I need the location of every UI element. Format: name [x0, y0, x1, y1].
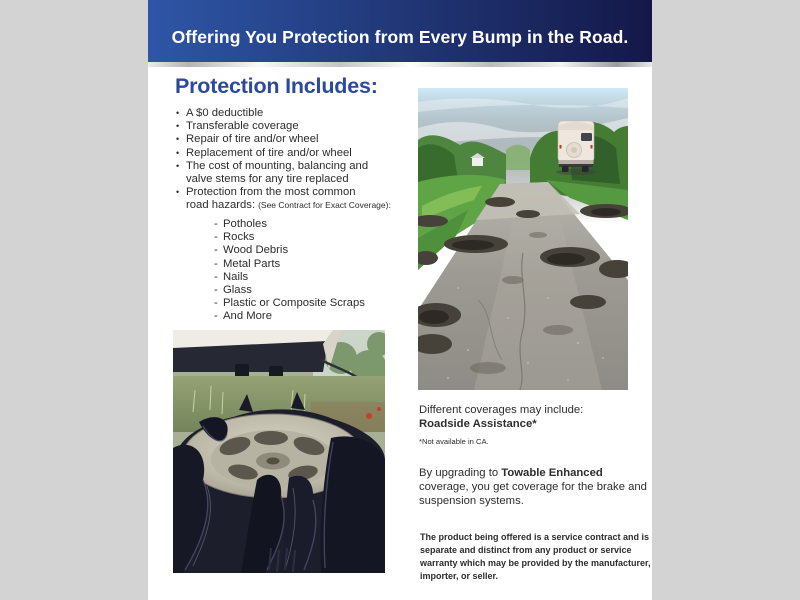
- upgrade-paragraph: [419, 466, 651, 508]
- hazard-item: [214, 244, 365, 257]
- ca-footnote: *Not available in CA.: [419, 437, 489, 446]
- dash-marker: -: [214, 231, 218, 244]
- hazard-item: [214, 284, 365, 297]
- header-bar: [148, 0, 652, 62]
- hazard-item: [214, 231, 365, 244]
- bullet-marker: •: [176, 160, 180, 171]
- protection-bullet-item: [176, 120, 396, 133]
- shredded-tire-illustration: [173, 330, 385, 573]
- hazard-text: Wood Debris: [223, 244, 289, 257]
- brochure-page: [148, 0, 652, 600]
- road-hazards-list: [214, 218, 365, 324]
- protection-bullet-item: [176, 186, 396, 199]
- hazard-text: Nails: [223, 270, 249, 283]
- hazard-text: Plastic or Composite Scraps: [223, 297, 365, 310]
- hazard-text: And More: [223, 310, 272, 323]
- protection-heading: Protection Includes:: [175, 74, 378, 98]
- protection-bullet-item: [176, 133, 396, 146]
- header-title: Offering You Protection from Every Bump in the Road.: [171, 27, 629, 47]
- bullet-text: Repair of tire and/or wheel: [186, 133, 319, 146]
- upgrade-prefix: By upgrading to: [419, 467, 502, 479]
- pothole-road-photo: [418, 88, 628, 390]
- bullet-marker: •: [176, 108, 180, 118]
- protection-bullet-item: [176, 173, 396, 186]
- bullet-text: Replacement of tire and/or wheel: [186, 146, 352, 159]
- bullet-marker: •: [176, 147, 180, 158]
- dash-marker: -: [214, 244, 218, 257]
- dash-marker: -: [214, 284, 218, 297]
- pothole-road-illustration: [418, 88, 628, 390]
- hazard-item: [214, 218, 365, 231]
- upgrade-suffix: coverage, you get coverage for the brake and suspension systems.: [419, 481, 647, 507]
- shredded-tire-photo: [173, 330, 385, 573]
- dash-marker: -: [214, 257, 218, 270]
- service-contract-disclaimer: The product being offered is a service contract and is separate and distinct from any product or service warranty which may be provided by the manufacturer, importer, or seller.: [420, 532, 651, 581]
- hazard-item: [214, 258, 365, 271]
- protection-bullet-item: [176, 160, 396, 173]
- bullet-text: road hazards:: [186, 199, 256, 212]
- dash-marker: -: [214, 270, 218, 283]
- bullet-marker: •: [176, 121, 180, 132]
- hazard-text: Glass: [223, 284, 252, 297]
- bullet-note: (See Contract for Exact Coverage):: [258, 200, 391, 211]
- hazard-item: [214, 271, 365, 284]
- bullet-marker: •: [176, 134, 180, 145]
- header-shine-divider: [148, 62, 652, 67]
- bullet-text: Transferable coverage: [186, 120, 299, 133]
- hazard-text: Metal Parts: [223, 257, 281, 270]
- bullet-text: valve stems for any tire replaced: [186, 173, 349, 186]
- protection-bullet-item: [176, 199, 396, 212]
- dash-marker: -: [214, 218, 218, 230]
- coverage-text-block: [419, 403, 651, 508]
- dash-marker: -: [214, 297, 218, 310]
- protection-bullet-item: [176, 107, 396, 120]
- roadside-assistance-label: Roadside Assistance*: [419, 418, 537, 430]
- bullet-text: A $0 deductible: [186, 107, 264, 119]
- protection-bullet-list: [176, 107, 396, 213]
- bullet-marker: •: [176, 187, 180, 198]
- bullet-text: Protection from the most common: [186, 186, 356, 199]
- protection-bullet-item: [176, 147, 396, 160]
- bullet-text: The cost of mounting, balancing and: [186, 159, 369, 172]
- upgrade-bold: Towable Enhanced: [501, 467, 603, 479]
- hazard-item: [214, 310, 365, 323]
- dash-marker: -: [214, 310, 218, 323]
- coverage-intro: Different coverages may include:: [419, 404, 584, 416]
- hazard-text: Rocks: [223, 231, 255, 244]
- hazard-text: Potholes: [223, 218, 267, 230]
- hazard-item: [214, 297, 365, 310]
